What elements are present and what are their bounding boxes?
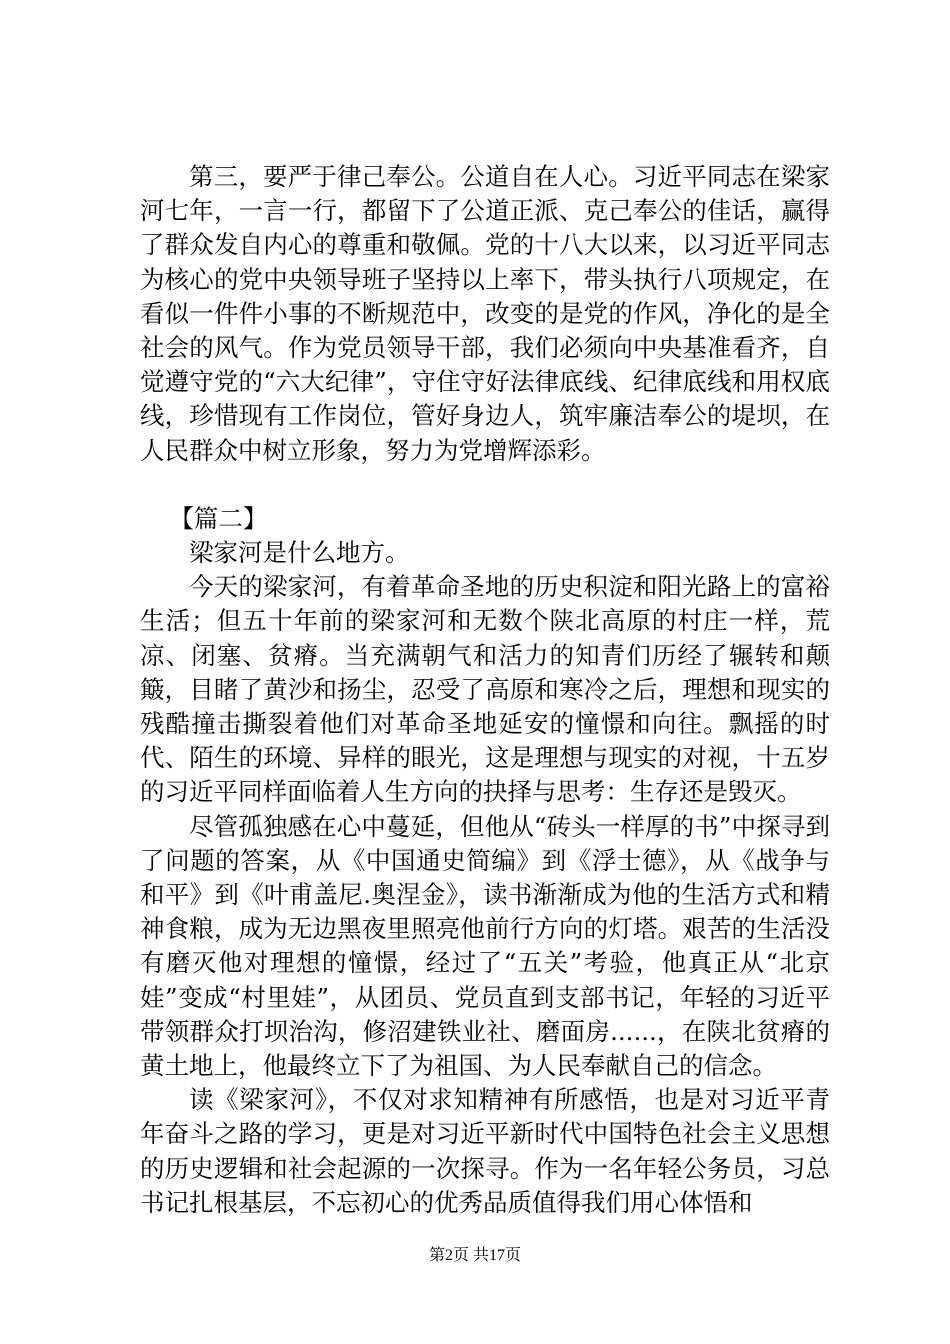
paragraph-question: 梁家河是什么地方。 bbox=[189, 538, 410, 568]
paragraph-history: 今天的梁家河，有着革命圣地的历史积淀和阳光路上的富裕生活；但五十年前的梁家河和无数个陕北高原的村庄一样，荒凉、闭塞、贫瘠。当充满朝气和活力的知青们历经了辗转和颠簸，目睹了黄沙和扬尘，忍受了高原和寒冷之后，理想和现实的残酷撞击撕裂着他们对革命圣地延安的憧憬和向往。飘摇的时代、陌生的环境、异样的眼光，这是理想与现实的对视，十五岁的习近平同样面临着人生方向的抉择与思考：生存还是毁灭。 bbox=[140, 572, 830, 807]
paragraph-reflection: 读《梁家河》，不仅对求知精神有所感悟，也是对习近平青年奋斗之路的学习，更是对习近平新时代中国特色社会主义思想的历史逻辑和社会起源的一次探寻。作为一名年轻公务员，习总书记扎根基层，不忘初心的优秀品质值得我们用心体悟和 bbox=[140, 1085, 830, 1217]
paragraph-discipline: 第三，要严于律己奉公。公道自在人心。习近平同志在梁家河七年，一言一行，都留下了公道正派、克己奉公的佳话，赢得了群众发自内心的尊重和敬佩。党的十八大以来，以习近平同志为核心的党中央领导班子坚持以上率下，带头执行八项规定，在看似一件件小事的不断规范中，改变的是党的作风，净化的是全社会的风气。作为党员领导干部，我们必须向中央基准看齐，自觉遵守党的“六大纪律”，守住守好法律底线、纪律底线和用权底线，珍惜现有工作岗位，管好身边人，筑牢廉洁奉公的堤坝，在人民群众中树立形象，努力为党增辉添彩。 bbox=[140, 162, 830, 465]
section-heading: 【篇二】 bbox=[169, 503, 268, 533]
paragraph-reading: 尽管孤独感在心中蔓延，但他从“砖头一样厚的书”中探寻到了问题的答案，从《中国通史简编》到《浮士德》，从《战争与和平》到《叶甫盖尼.奥涅金》，读书渐渐成为他的生活方式和精神食粮，成为无边黑夜里照亮他前行方向的灯塔。艰苦的生活没有磨灭他对理想的憧憬，经过了“五关”考验，他真正从“北京娃”变成“村里娃”，从团员、党员直到支部书记，年轻的习近平带领群众打坝治沟，修沼建铁业社、磨面房......，在陕北贫瘠的黄土地上，他最终立下了为祖国、为人民奉献自己的信念。 bbox=[140, 811, 830, 1081]
page-number-footer: 第2页 共17页 bbox=[428, 1247, 521, 1264]
document-body bbox=[140, 160, 830, 1220]
